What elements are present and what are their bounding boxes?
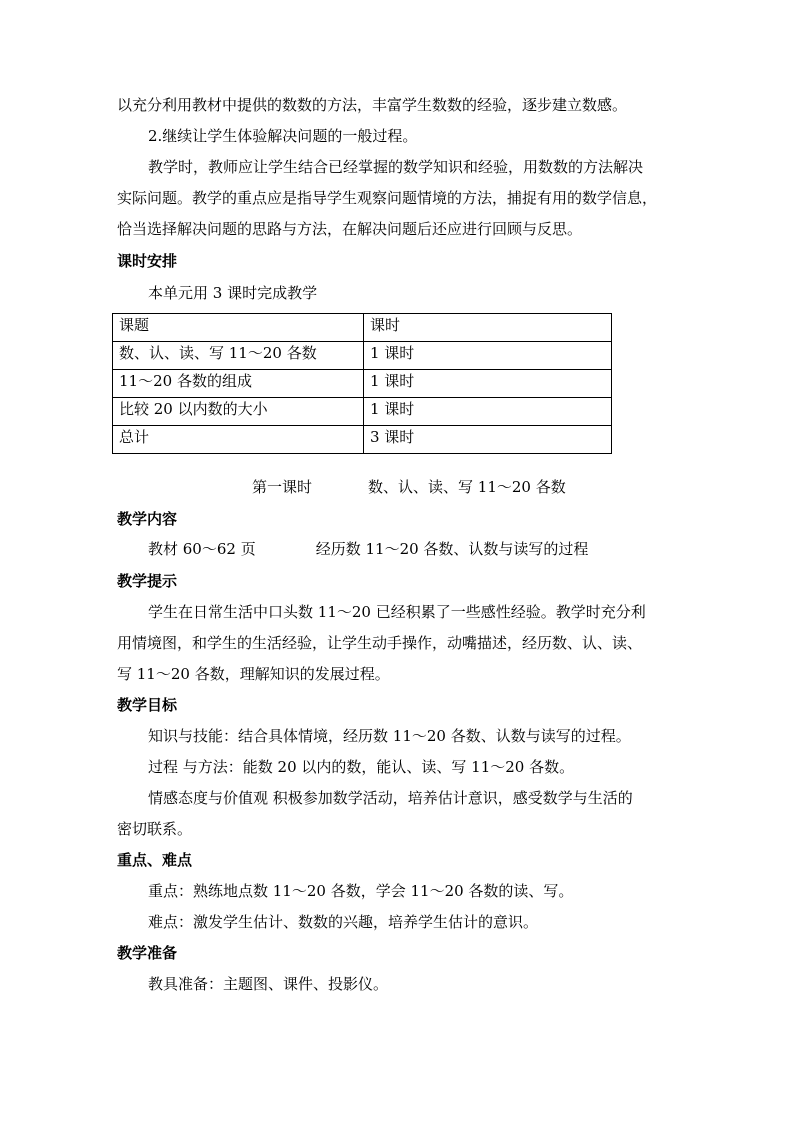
lesson-name: 数、认、读、写 11～20 各数	[368, 478, 566, 496]
table-row	[113, 342, 612, 370]
content-line	[148, 539, 588, 559]
table-row	[113, 398, 612, 426]
content-pages: 教材 60～62 页	[148, 540, 256, 558]
table-header-cell: 课题	[113, 314, 364, 342]
goals-heading: 教学目标	[117, 696, 178, 714]
intro-paragraph-line-2: 实际问题。教学的重点应是指导学生观察问题情境的方法，捕捉有用的数学信息，	[117, 189, 658, 207]
table-cell: 1 课时	[364, 342, 612, 370]
key-points-difficulty: 难点：激发学生估计、数数的兴趣，培养学生估计的意识。	[148, 913, 539, 931]
goals-attitude-line-1: 情感态度与价值观 积极参加数学活动，培养估计意识，感受数学与生活的	[148, 789, 633, 807]
goals-knowledge: 知识与技能：结合具体情境，经历数 11～20 各数、认数与读写的过程。	[148, 727, 631, 745]
tips-line-1: 学生在日常生活中口头数 11～20 已经积累了一些感性经验。教学时充分利	[148, 603, 646, 621]
key-points-heading: 重点、难点	[117, 851, 193, 869]
table-cell: 1 课时	[364, 370, 612, 398]
schedule-summary: 本单元用 3 课时完成教学	[148, 284, 318, 302]
preparation-tools: 教具准备：主题图、课件、投影仪。	[148, 975, 389, 993]
table-row	[113, 370, 612, 398]
intro-line-1: 以充分利用教材中提供的数数的方法，丰富学生数数的经验，逐步建立数感。	[117, 96, 628, 114]
schedule-table	[112, 313, 612, 454]
content-heading: 教学内容	[117, 510, 178, 528]
schedule-heading: 课时安排	[117, 252, 178, 270]
tips-heading: 教学提示	[117, 572, 178, 590]
intro-paragraph-line-3: 恰当选择解决问题的思路与方法，在解决问题后还应进行回顾与反思。	[117, 220, 583, 238]
lesson-number: 第一课时	[252, 478, 313, 496]
content-description: 经历数 11～20 各数、认数与读写的过程	[315, 540, 589, 558]
tips-line-2: 用情境图，和学生的生活经验，让学生动手操作，动嘴描述，经历数、认、读、	[117, 634, 643, 652]
intro-paragraph-line-1: 教学时，教师应让学生结合已经掌握的数学知识和经验，用数数的方法解决	[148, 158, 644, 176]
table-cell: 数、认、读、写 11～20 各数	[113, 342, 364, 370]
goals-process: 过程 与方法：能数 20 以内的数，能认、读、写 11～20 各数。	[148, 758, 575, 776]
table-cell: 1 课时	[364, 398, 612, 426]
goals-attitude-line-2: 密切联系。	[117, 820, 193, 838]
table-cell: 比较 20 以内数的大小	[113, 398, 364, 426]
table-row	[113, 426, 612, 454]
table-header-row	[113, 314, 612, 342]
key-points-focus: 重点：熟练地点数 11～20 各数，学会 11～20 各数的读、写。	[148, 882, 574, 900]
lesson-title	[252, 477, 566, 497]
tips-line-3: 写 11～20 各数，理解知识的发展过程。	[117, 665, 390, 683]
intro-point-2: 2.继续让学生体验解决问题的一般过程。	[148, 127, 418, 145]
table-header-cell: 课时	[364, 314, 612, 342]
table-cell: 3 课时	[364, 426, 612, 454]
table-cell: 11～20 各数的组成	[113, 370, 364, 398]
preparation-heading: 教学准备	[117, 944, 178, 962]
table-cell: 总计	[113, 426, 364, 454]
